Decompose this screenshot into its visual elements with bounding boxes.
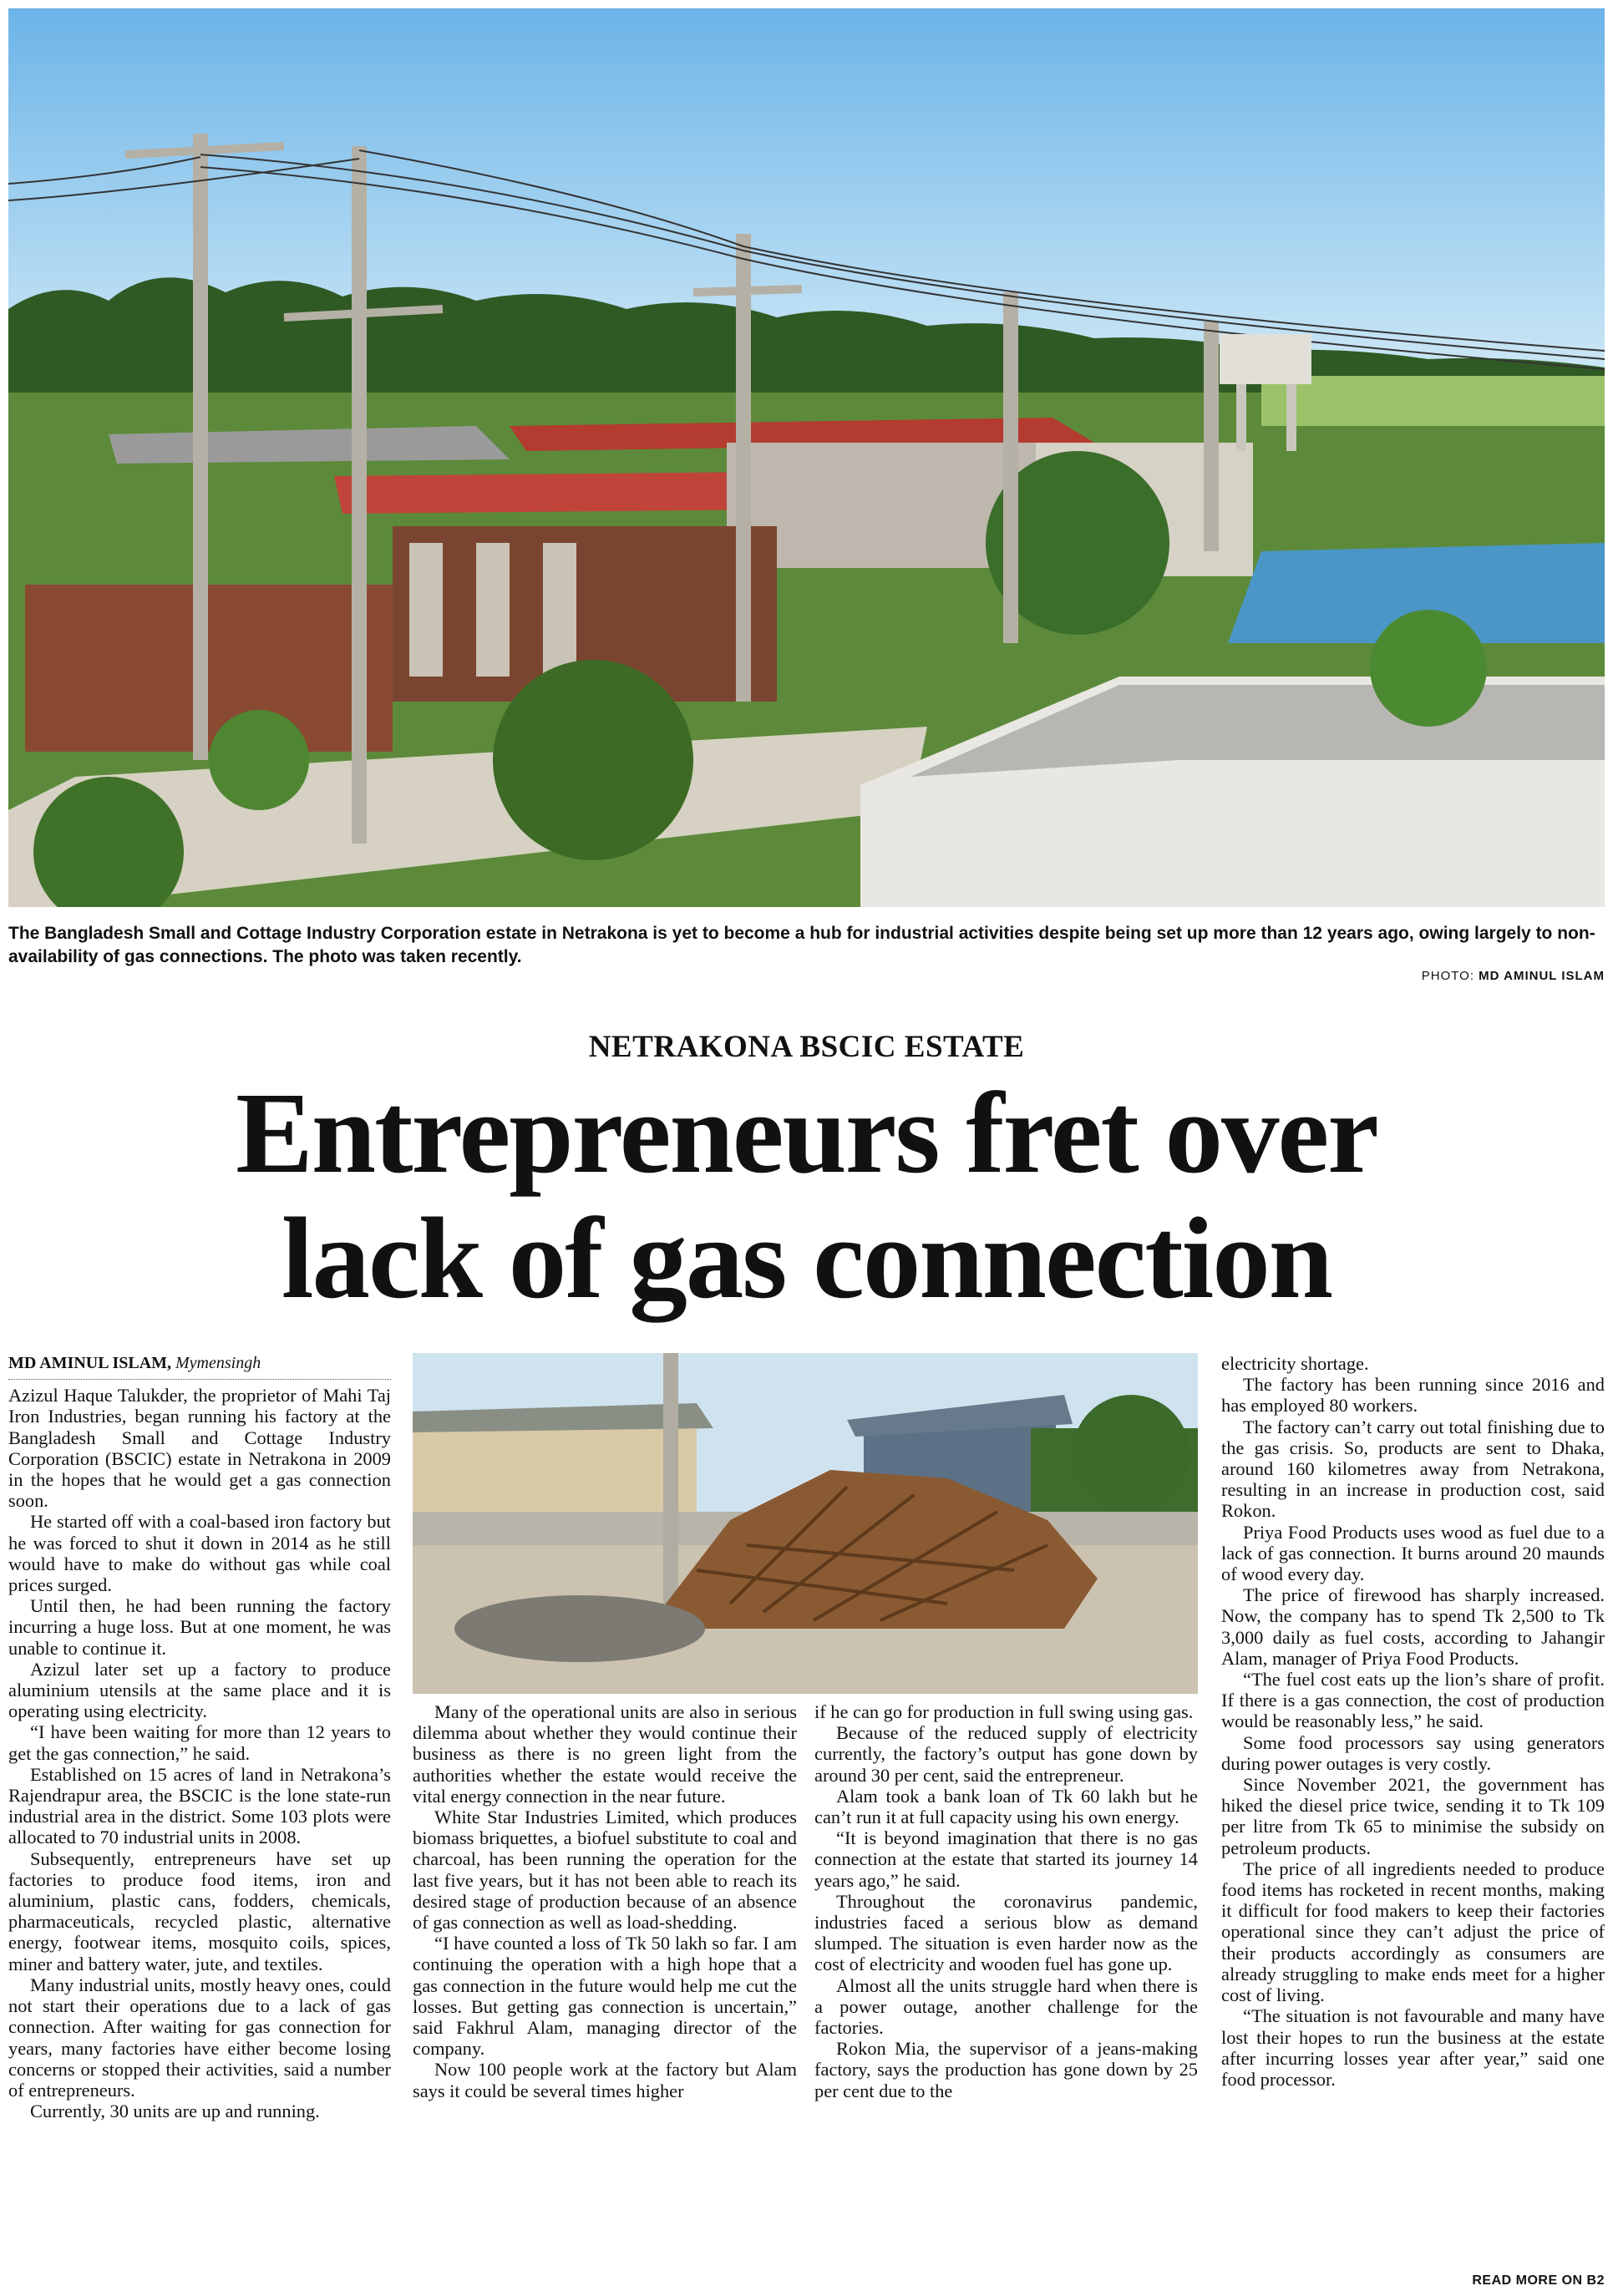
paragraph: The factory can’t carry out total finishing due to the gas crisis. So, products are sent to Dhaka, around 160 kilometres away from Netrakona, resulting in an increase in production cost, said Rokon. <box>1221 1416 1605 1522</box>
paragraph: Currently, 30 units are up and running. <box>30 2101 320 2122</box>
byline-author: MD AMINUL ISLAM, <box>8 1354 172 1372</box>
paragraph: “It is beyond imagination that there is no gas connection at the estate that started its journey 14 years ago,” he said. <box>814 1827 1198 1891</box>
column-1 <box>8 1353 391 2121</box>
paragraph: Alam took a bank loan of Tk 60 lakh but he can’t run it at full capacity using his own energy. <box>814 1785 1198 1828</box>
paragraph: Since November 2021, the government has hiked the diesel price twice, sending it to Tk 109 per litre from Tk 65 to minimise the subsidy on petroleum products. <box>1221 1774 1605 1858</box>
kicker: NETRAKONA BSCIC ESTATE <box>588 1030 1025 1064</box>
paragraph: Until then, he had been running the factory incurring a huge loss. But at one moment, he was unable to continue it. <box>8 1595 391 1659</box>
paragraph: Now 100 people work at the factory but Alam says it could be several times higher <box>413 2059 797 2101</box>
column-3 <box>814 1701 1198 2101</box>
wood-pile-photo <box>413 1353 1198 1694</box>
headline <box>0 1071 1613 1321</box>
paragraph: The factory has been running since 2016 and has employed 80 workers. <box>1221 1374 1605 1417</box>
paragraph: Many industrial units, mostly heavy ones, could not start their operations due to a lack of gas connection. After waiting for gas connection for years, many factories have either become losing concerns or stopped their activities, said a number of entrepreneurs. <box>8 1974 391 2101</box>
paragraph: Throughout the coronavirus pandemic, industries faced a serious blow as demand slumped. The situation is even harder now as the cost of electricity and wooden fuel has gone up. <box>814 1890 1198 1975</box>
photo-credit-label: PHOTO: <box>1421 969 1474 983</box>
read-more-link[interactable]: READ MORE ON B2 <box>1472 2273 1605 2288</box>
paragraph: “The situation is not favourable and many have lost their hopes to run the business at the estate after incurring losses year after year,” said one food processor. <box>1221 2005 1605 2090</box>
estate-photo <box>8 8 1605 907</box>
paragraph: The price of all ingredients needed to produce food items has rocketed in recent months, making it difficult for food makers to keep their factories operational since they can’t adjust the price of their products accordingly as consumers are already struggling to make ends meet for a higher cost of living. <box>1221 1858 1605 2006</box>
top-photo <box>8 8 1605 907</box>
paragraph: “I have counted a loss of Tk 50 lakh so far. I am continuing the operation with a high hope that a gas connection in the future would help me cut the losses. But getting gas connection is uncertain,” said Fakhrul Alam, managing director of the company. <box>413 1933 797 2060</box>
paragraph: Priya Food Products uses wood as fuel due to a lack of gas connection. It burns around 20 maunds of wood every day. <box>1221 1521 1605 1585</box>
paragraph: Subsequently, entrepreneurs have set up factories to produce food items, iron and aluminium, plastic cans, fodders, chemicals, pharmaceuticals, recycled plastic, alternative energy, footwear items, mosquito coils, spices, miner and battery water, jute, and textiles. <box>8 1847 391 1974</box>
paragraph: “I have been waiting for more than 12 years to get the gas connection,” he said. <box>8 1721 391 1764</box>
photo-credit-name: MD AMINUL ISLAM <box>1479 969 1605 983</box>
headline-line-2: lack of gas connection <box>281 1194 1332 1323</box>
photo-caption: The Bangladesh Small and Cottage Industry Corporation estate in Netrakona is yet to become a hub for industrial activities despite being set up more than 12 years ago, owing largely to non-availability of gas connections. The photo was taken recently. <box>8 924 1595 966</box>
column-4 <box>1221 1353 1605 2090</box>
paragraph: Almost all the units struggle hard when there is a power outage, another challenge for the factories. <box>814 1974 1198 2039</box>
paragraph: Established on 15 acres of land in Netrakona’s Rajendrapur area, the BSCIC is the lone state-run industrial area in the district. Some 103 plots were allocated to 70 industrial units in 2008. <box>8 1763 391 1848</box>
paragraph: Rokon Mia, the supervisor of a jeans-making factory, says the production has gone down by 25 per cent due to the <box>814 2038 1198 2101</box>
wood-pile-image <box>413 1353 1198 1694</box>
byline <box>8 1353 391 1380</box>
column-2 <box>413 1701 797 2101</box>
paragraph: Some food processors say using generators during power outages is very costly. <box>1221 1731 1605 1774</box>
paragraph: Because of the reduced supply of electricity currently, the factory’s output has gone down by around 30 per cent, said the entrepreneur. <box>814 1722 1198 1786</box>
byline-place: Mymensingh <box>175 1354 261 1372</box>
paragraph: The price of firewood has sharply increased. Now, the company has to spend Tk 2,500 to Tk 3,000 daily as fuel costs, according to Jahangir Alam, manager of Priya Food Products. <box>1221 1584 1605 1669</box>
paragraph: Azizul Haque Talukder, the proprietor of Mahi Taj Iron Industries, began running his factory at the Bangladesh Small and Cottage Industry Corporation (BSCIC) estate in Netrakona in 2009 in the hopes that he would get a gas connection soon. <box>8 1385 391 1512</box>
photo-credit <box>1422 969 1605 983</box>
paragraph: Many of the operational units are also in serious dilemma about whether they would continue their business as there is no green light from the authorities whether the estate would receive the vital energy connection in the near future. <box>413 1701 797 1807</box>
paragraph: “The fuel cost eats up the lion’s share of profit. If there is a gas connection, the cost of production would be reasonably less,” he said. <box>1221 1669 1605 1732</box>
paragraph: White Star Industries Limited, which produces biomass briquettes, a biofuel substitute to coal and charcoal, has been running the operation for the last five years, but it has not been able to reach its desired stage of production because of an absence of gas connection as well as load-shedding. <box>413 1807 797 1934</box>
paragraph: electricity shortage. <box>1221 1353 1369 1374</box>
paragraph: He started off with a coal-based iron factory but he was forced to shut it down in 2014 as he still would have to make do without gas while coal prices surged. <box>8 1511 391 1596</box>
headline-line-1: Entrepreneurs fret over <box>236 1069 1377 1198</box>
paragraph: if he can go for production in full swing using gas. <box>814 1701 1194 1722</box>
paragraph: Azizul later set up a factory to produce aluminium utensils at the same place and it is operating using electricity. <box>8 1658 391 1722</box>
